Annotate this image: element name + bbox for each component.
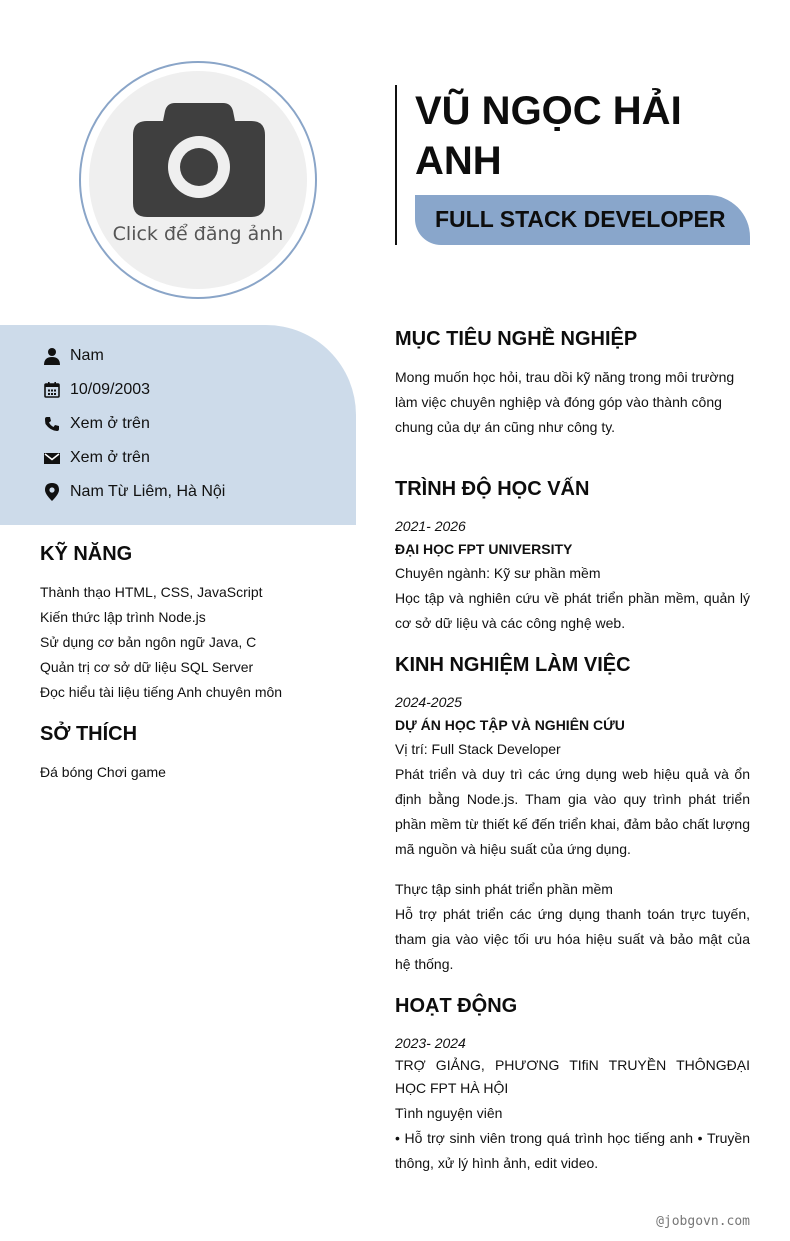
experience-heading: KINH NGHIỆM LÀM VIỆC [395,654,631,676]
activities-org: TRỢ GIẢNG, PHƯƠNG TIfiN TRUYỀN THÔNGĐẠI HỌC FPT HÀ HỘI [395,1057,750,1096]
skill-item: Kiến thức lập trình Node.js [40,609,206,625]
watermark: @jobgovn.com [656,1214,750,1229]
activities-desc: • Hỗ trợ sinh viên trong quá trình học tiếng anh • Truyền thông, xử lý hình ảnh, edit video. [395,1130,750,1171]
camera-icon [133,103,265,219]
experience-project: DỰ ÁN HỌC TẬP VÀ NGHIÊN CỨU [395,717,625,733]
avatar-caption: Click để đăng ảnh [112,223,284,245]
info-phone [42,414,150,434]
candidate-name [415,86,755,186]
info-birthday [42,380,150,400]
avatar-placeholder[interactable] [89,71,307,289]
activities-heading: HOẠT ĐỘNG [395,995,518,1017]
info-gender [42,346,104,366]
calendar-icon [42,380,62,400]
role-badge [415,195,750,245]
name-line-1: VŨ NGỌC HẢI [415,89,682,133]
education-heading: TRÌNH ĐỘ HỌC VẤN [395,478,590,500]
skills-list [40,580,282,705]
email-value: Xem ở trên [70,449,150,466]
experience-role2: Thực tập sinh phát triển phần mềm [395,881,613,897]
info-address [42,482,225,502]
gender-value: Nam [70,347,104,364]
hobbies-text: Đá bóng Chơi game [40,764,166,780]
name-divider [395,85,397,245]
skill-item: Thành thạo HTML, CSS, JavaScript [40,584,263,600]
address-value: Nam Từ Liêm, Hà Nội [70,483,226,500]
experience-desc2: Hỗ trợ phát triển các ứng dụng thanh toán trực tuyến, tham gia vào việc tối ưu hóa hiệu suất và bảo mật của hệ thống. [395,906,750,972]
mail-icon [42,448,62,468]
skill-item: Sử dụng cơ bản ngôn ngữ Java, C [40,634,257,650]
skills-heading: KỸ NĂNG [40,543,133,565]
experience-desc: Phát triển và duy trì các ứng dụng web hiệu quả và ổn định bằng Node.js. Tham gia vào quy trình phát triển phần mềm từ thiết kế đến triển khai, đảm bảo chất lượng mã nguồn và hiệu suất của ứng dụng. [395,766,750,857]
role-title: FULL STACK DEVELOPER [435,206,726,232]
objective-heading: MỤC TIÊU NGHỀ NGHIỆP [395,328,638,350]
skill-item: Đọc hiểu tài liệu tiếng Anh chuyên môn [40,684,283,700]
objective-text: Mong muốn học hỏi, trau dồi kỹ năng trong môi trường làm việc chuyên nghiệp và đóng góp vào thành công chung của dự án cũng như công ty. [395,369,735,435]
education-desc: Học tập và nghiên cứu về phát triển phần mềm, quản lý cơ sở dữ liệu và các công nghệ web. [395,590,750,631]
skill-item: Quản trị cơ sở dữ liệu SQL Server [40,659,254,675]
experience-position: Vị trí: Full Stack Developer [395,741,561,757]
location-pin-icon [42,482,62,502]
education-major: Chuyên ngành: Kỹ sư phần mềm [395,565,601,581]
phone-icon [42,414,62,434]
activities-role: Tình nguyện viên [395,1105,503,1121]
name-line-2: ANH [415,139,502,183]
education-school: ĐẠI HỌC FPT UNIVERSITY [395,541,573,557]
phone-value: Xem ở trên [70,415,150,432]
education-period: 2021- 2026 [395,518,466,534]
info-email [42,448,150,468]
birthday-value: 10/09/2003 [70,381,151,398]
activities-period: 2023- 2024 [395,1035,466,1051]
hobbies-heading: SỞ THÍCH [40,723,138,745]
avatar-upload[interactable] [79,61,317,299]
user-icon [42,346,62,366]
experience-period: 2024-2025 [395,694,462,710]
